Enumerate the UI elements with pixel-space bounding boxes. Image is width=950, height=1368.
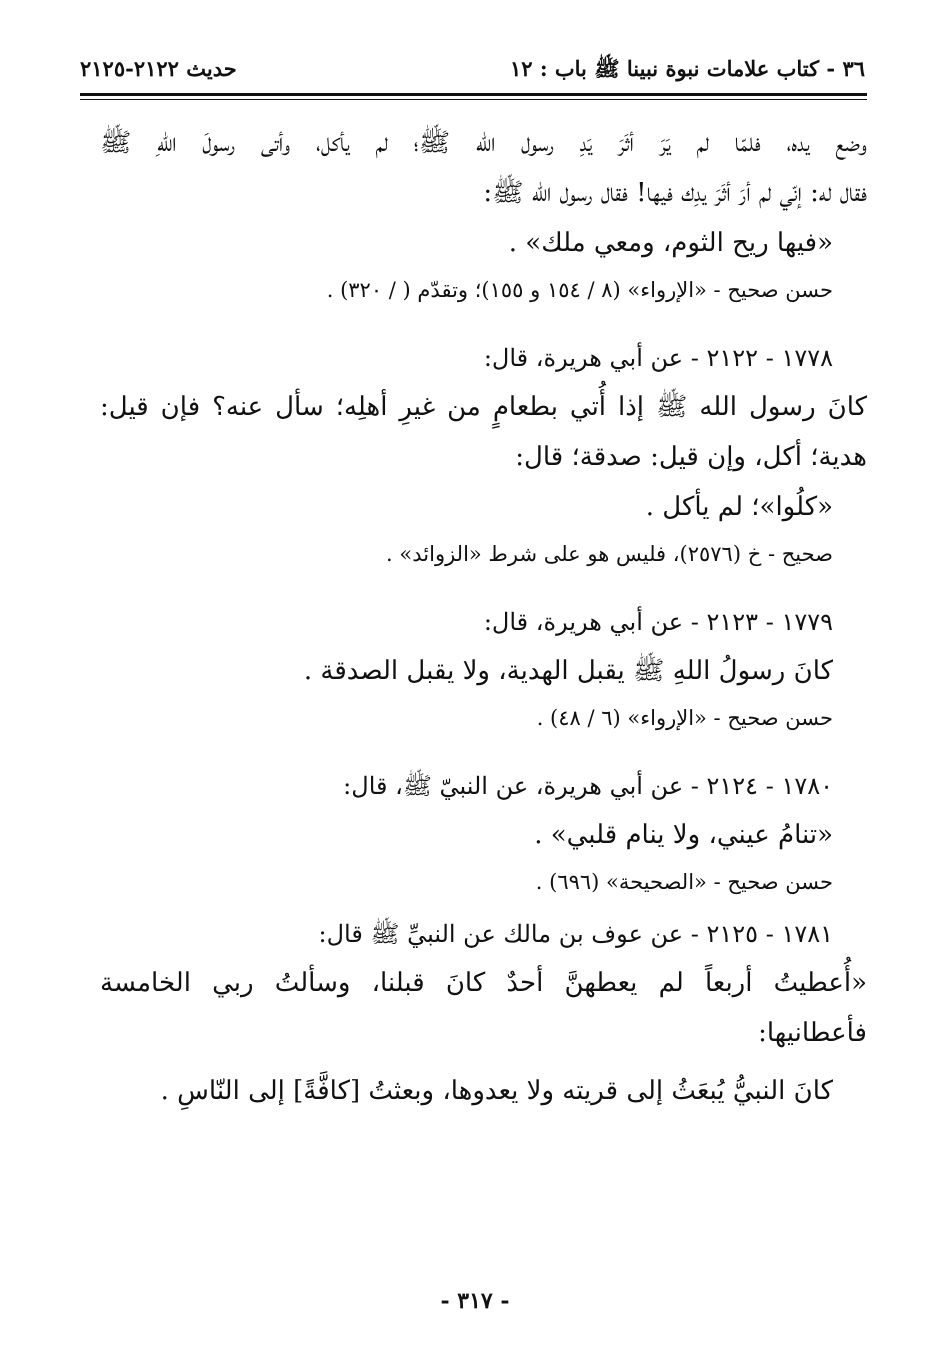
hadith-heading: ١٧٧٨ - ٢١٢٢ - عن أبي هريرة، قال: bbox=[483, 344, 833, 372]
text-line: وضع يده، فلمّا لم يَرَ أثَرَ يَدِ رسول الله ﷺ؛ لم يأكل، وأتى رسولَ اللهِ ﷺ bbox=[100, 128, 867, 158]
text-line: كانَ رسول الله ﷺ إذا أُتي بطعامٍ من غيرِ أهلِه؛ سأل عنه؟ فإن قيل: bbox=[100, 392, 867, 422]
hadith-heading: ١٧٨٠ - ٢١٢٤ - عن أبي هريرة، عن النبيّ ﷺ، قال: bbox=[343, 772, 833, 800]
quote-line: «كلُوا»؛ لم يأكل . bbox=[645, 492, 833, 522]
header-rule-thin bbox=[80, 99, 867, 100]
page-number: - ٣١٧ - bbox=[440, 1288, 510, 1314]
hadith-heading: ١٧٧٩ - ٢١٢٣ - عن أبي هريرة، قال: bbox=[483, 608, 833, 636]
text-line: فأعطانيها: bbox=[758, 1018, 867, 1048]
text-line: هدية؛ أكل، وإن قيل: صدقة؛ قال: bbox=[515, 442, 867, 472]
text-line: كانَ رسولُ اللهِ ﷺ يقبل الهدية، ولا يقبل الصدقة . bbox=[303, 656, 833, 686]
grading-note: حسن صحيح - «الإرواء» (٨ / ١٥٤ و ١٥٥)؛ وتقدّم ( / ٣٢٠) . bbox=[326, 278, 833, 302]
header-rule-thick bbox=[80, 93, 867, 96]
quote-line: «تنامُ عيني، ولا ينام قلبي» . bbox=[534, 820, 833, 850]
grading-note: حسن صحيح - «الإرواء» (٦ / ٤٨) . bbox=[536, 706, 833, 730]
text-line: كانَ النبيُّ يُبعَثُ إلى قريته ولا يعدوها، وبعثتُ [كافَّةً] إلى النّاسِ . bbox=[160, 1076, 833, 1106]
text-line: فقال له: إنّي لم أرَ أثَرَ يدِك فيها! فقال رسول الله ﷺ: bbox=[483, 178, 867, 208]
header-chapter-title: ٣٦ - كتاب علامات نبوة نبينا ﷺ باب : ١٢ bbox=[509, 56, 865, 81]
hadith-heading: ١٧٨١ - ٢١٢٥ - عن عوف بن مالك عن النبيِّ ﷺ قال: bbox=[318, 920, 833, 948]
quote-line: «فيها ريح الثوم، ومعي ملك» . bbox=[508, 228, 833, 258]
grading-note: حسن صحيح - «الصحيحة» (٦٩٦) . bbox=[535, 870, 833, 894]
page-header bbox=[80, 50, 865, 90]
text-line: «أُعطيتُ أربعاً لم يعطهنَّ أحدٌ كانَ قبلنا، وسألتُ ربي الخامسة bbox=[100, 968, 867, 998]
page-body bbox=[100, 118, 867, 1116]
grading-note: صحيح - خ (٢٥٧٦)، فليس هو على شرط «الزوائد» . bbox=[386, 542, 833, 566]
header-hadith-range: حديث ٢١٢٢-٢١٢٥ bbox=[80, 56, 237, 81]
